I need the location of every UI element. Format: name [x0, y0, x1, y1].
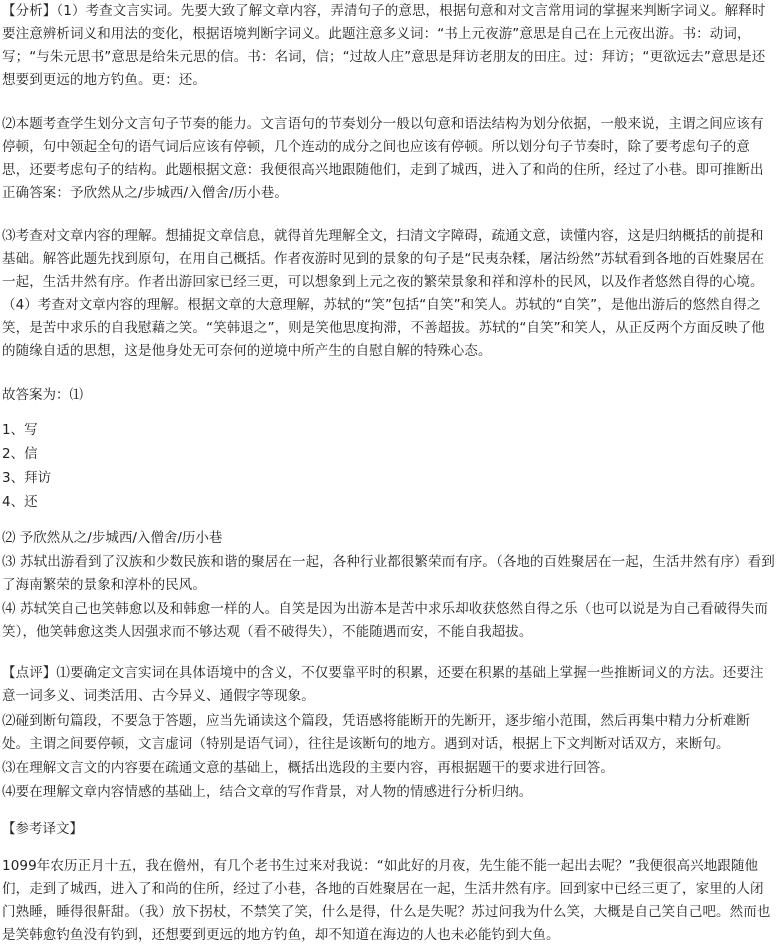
comment-3: ⑶在理解文言文的内容要在疏通文意的基础上，概括出选段的主要内容，再根据题干的要求进行回答。	[2, 760, 614, 776]
translation-heading: 【参考译文】	[2, 821, 83, 837]
analysis-paragraph-3: ⑶考查对文章内容的理解。想捕捉文章信息，就得首先理解全文，扫清文字障碍，疏通文意，读懂内容，这是归纳概括的前提和基础。解答此题先找到原句，在用自己概括。作者夜游时见到的景象的句子是“民夷杂糅，屠沽纷然”苏轼看到各地的百姓聚居在一起，生活井然有序。作者出游回家已经三更，可以想象到上元之夜的繁荣景象和祥和淳朴的民风，以及作者悠然自得的心境。（4）考查对文章内容的理解。根据文章的大意理解，苏轼的“笑”包括“自笑”和笑人。苏轼的“自笑”，是他出游后的悠然自得之笑，是苦中求乐的自我慰藉之笑。“笑韩退之”，则是笑他思度拘滞，不善超拔。苏轼的“自笑”和笑人，从正反两个方面反映了他的随缘自适的思想，这是他身处无可奈何的逆境中所产生的自慰自解的特殊心态。	[2, 228, 765, 359]
answer-4: ⑷ 苏轼笑自己也笑韩愈以及和韩愈一样的人。自笑是因为出游本是苦中求乐却收获悠然自得之乐（也可以说是为自己看破得失而笑），他笑韩愈这类人因强求而不够达观（看不破得失），不能随遇而安，不能自我超拔。	[2, 601, 768, 640]
answer-item-4: 4、还	[2, 494, 38, 510]
analysis-paragraph-2: ⑵本题考查学生划分文言句子节奏的能力。文言语句的节奏划分一般以句意和语法结构为划分依据，一般来说，主谓之间应该有停顿，句中领起全句的语气词后应该有停顿，几个连动的成分之间也应该有停顿。所以划分句子节奏时，除了要考虑句子的意思，还要考虑句子的结构。此题根据文意：我便很高兴地跟随他们，走到了城西，进入了和尚的住所，经过了小巷。即可推断出正确答案：予欣然从之/步城西/入僧舍/历小巷。	[2, 116, 764, 201]
comment-1: 【点评】⑴要确定文言实词在具体语境中的含义，不仅要靠平时的积累，还要在积累的基础上掌握一些推断词义的方法。还要注意一词多义、词类活用、古今异义、通假字等现象。	[2, 665, 764, 704]
answer-item-2: 2、信	[2, 446, 38, 462]
comment-2: ⑵碰到断句篇段，不要急于答题，应当先诵读这个篇段，凭语感将能断开的先断开，逐步缩小范围，然后再集中精力分析难断处。主谓之间要停顿，文言虚词（特别是语气词），往往是该断句的地方。遇到对话，根据上下文判断对话双方，来断句。	[2, 713, 750, 752]
answer-item-1: 1、写	[2, 422, 38, 438]
analysis-paragraph-1: 【分析】（1）考查文言实词。先要大致了解文章内容，弄清句子的意思，根据句意和对文言常用词的掌握来判断字词义。解释时要注意辨析词义和用法的变化，根据语境判断字词义。此题注意多义词：“书上元夜游”意思是自己在上元夜出游。书：动词，写；“与朱元思书”意思是给朱元思的信。书：名词，信；“过故人庄”意思是拜访老朋友的田庄。过：拜访；“更欲远去”意思是还想要到更远的地方钓鱼。更：还。	[2, 3, 766, 88]
answer-intro: 故答案为：⑴	[2, 387, 83, 403]
answer-item-3: 3、拜访	[2, 470, 52, 486]
answer-2: ⑵ 予欣然从之/步城西/入僧舍/历小巷	[2, 530, 223, 546]
answer-3: ⑶ 苏轼出游看到了汉族和少数民族和谐的聚居在一起，各种行业都很繁荣而有序。（各地的百姓聚居在一起，生活井然有序）看到了海南繁荣的景象和淳朴的民风。	[2, 554, 775, 593]
translation-text: 1099年农历正月十五，我在儋州，有几个老书生过来对我说：“如此好的月夜，先生能不能一起出去呢？”我便很高兴地跟随他们，走到了城西，进入了和尚的住所，经过了小巷，各地的百姓聚居在一起，生活井然有序。回到家中已经三更了，家里的人闭门熟睡，睡得很鼾甜。（我）放下拐杖，不禁笑了笑，什么是得，什么是失呢？苏过问我为什么笑，大概是自己笑自己吧。然而也是笑韩愈钓鱼没有钓到，还想要到更远的地方钓鱼，却不知道在海边的人也未必能钓到大鱼。	[2, 858, 771, 943]
comment-4: ⑷要在理解文章内容情感的基础上，结合文章的写作背景，对人物的情感进行分析归纳。	[2, 784, 533, 800]
